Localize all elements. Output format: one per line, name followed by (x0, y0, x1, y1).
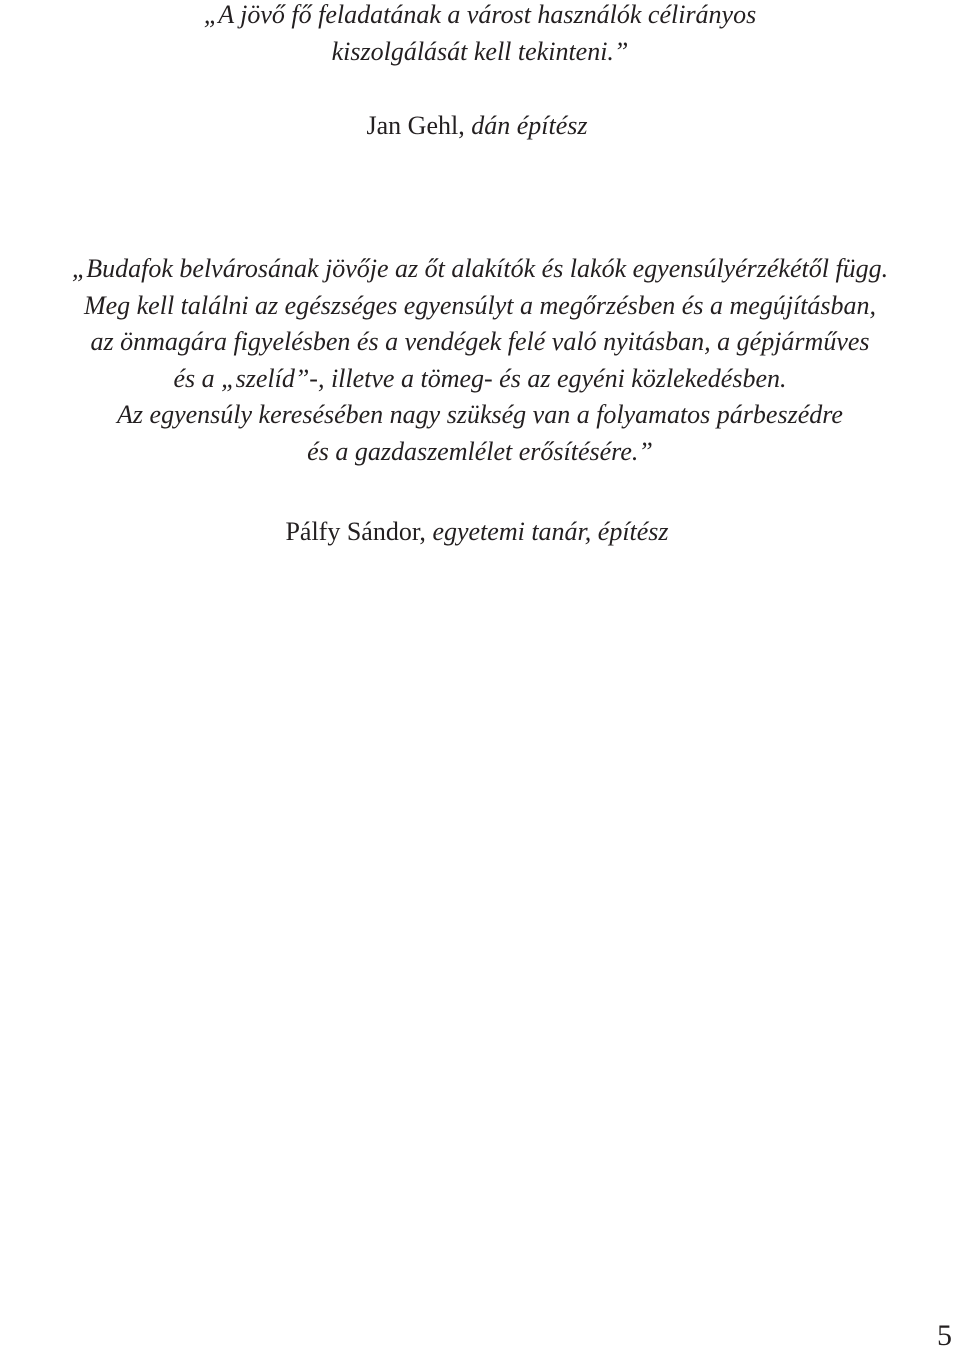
quote-line: Meg kell találni az egészséges egyensúlyt a megőrzésben és a megújításban, (83, 290, 877, 320)
author-name: Jan Gehl, (366, 111, 465, 140)
author-role: dán építész (471, 111, 588, 140)
author-name: Pálfy Sándor, (285, 517, 426, 546)
quote-line: „Budafok belvárosának jövője az őt alakítók és lakók egyensúlyérzékétől függ. (71, 254, 889, 283)
quote-line: kiszolgálását kell tekinteni.” (331, 36, 629, 66)
attribution-palfy (0, 514, 957, 550)
attribution-gehl (0, 108, 957, 144)
quote-gehl (0, 0, 960, 70)
quote-line: és a gazdaszemlélet erősítésére.” (307, 436, 653, 466)
quote-line: „A jövő fő feladatának a várost használók célirányos (203, 0, 757, 29)
author-role: egyetemi tanár, építész (432, 517, 669, 546)
quote-palfy (0, 251, 960, 470)
quote-line: az önmagára figyelésben és a vendégek felé való nyitásban, a gépjárműves (90, 327, 870, 356)
quote-line: Az egyensúly keresésében nagy szükség van a folyamatos párbeszédre (117, 400, 843, 429)
page-number: 5 (937, 1319, 952, 1352)
quote-line: és a „szelíd”-, illetve a tömeg- és az egyéni közlekedésben. (173, 363, 787, 393)
